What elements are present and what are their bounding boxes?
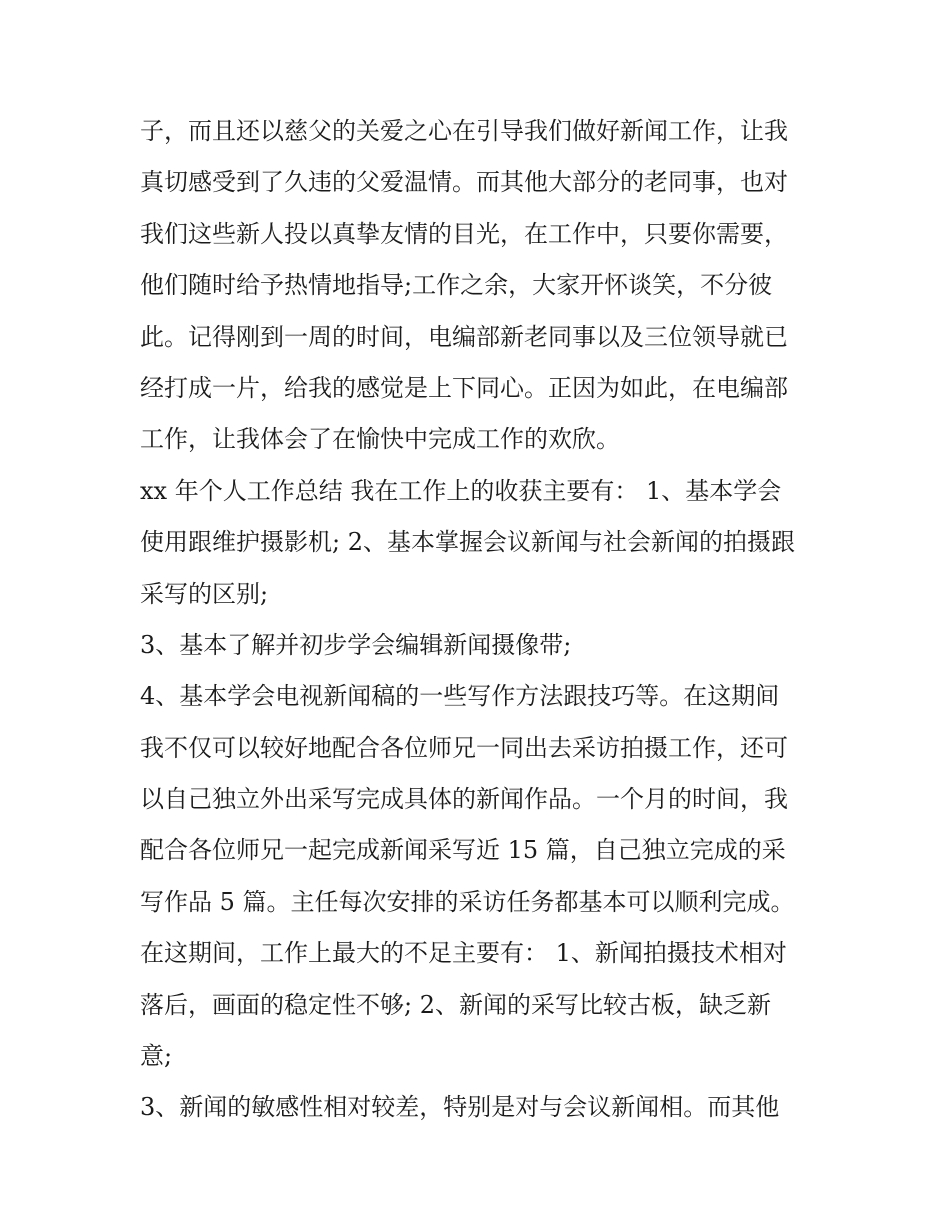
text-line: xx 年个人工作总结 我在工作上的收获主要有： 1、基本学会 <box>140 476 782 505</box>
text-line: 以自己独立外出采写完成具体的新闻作品。一个月的时间，我 <box>140 785 788 814</box>
text-line: 此。记得刚到一周的时间，电编部新老同事以及三位领导就已 <box>140 322 788 351</box>
body-text <box>140 106 820 1134</box>
text-line: 3、基本了解并初步学会编辑新闻摄像带; <box>140 630 572 659</box>
text-line: 采写的区别; <box>140 579 269 608</box>
text-line: 子，而且还以慈父的关爱之心在引导我们做好新闻工作，让我 <box>140 117 788 145</box>
text-line: 使用跟维护摄影机; 2、基本掌握会议新闻与社会新闻的拍摄跟 <box>140 528 795 557</box>
text-line: 落后，画面的稳定性不够; 2、新闻的采写比较古板，缺乏新 <box>140 990 771 1019</box>
text-line: 在这期间，工作上最大的不足主要有： 1、新闻拍摄技术相对 <box>140 939 787 968</box>
text-line: 他们随时给予热情地指导;工作之余，大家开怀谈笑，不分彼 <box>140 271 773 300</box>
text-line: 我不仅可以较好地配合各位师兄一同出去采访拍摄工作，还可 <box>140 733 788 762</box>
text-line: 意; <box>140 1042 173 1071</box>
text-line: 经打成一片，给我的感觉是上下同心。正因为如此，在电编部 <box>140 373 788 402</box>
text-line: 我们这些新人投以真挚友情的目光，在工作中，只要你需要， <box>140 219 788 248</box>
text-line: 写作品 5 篇。主任每次安排的采访任务都基本可以顺利完成。 <box>140 887 795 916</box>
text-line: 4、基本学会电视新闻稿的一些写作方法跟技巧等。在这期间 <box>140 682 780 711</box>
text-line: 真切感受到了久违的父爱温情。而其他大部分的老同事，也对 <box>140 168 788 197</box>
text-line: 3、新闻的敏感性相对较差，特别是对与会议新闻相。而其他 <box>140 1093 780 1122</box>
text-line: 工作，让我体会了在愉快中完成工作的欢欣。 <box>140 425 620 454</box>
text-line: 配合各位师兄一起完成新闻采写近 15 篇，自己独立完成的采 <box>140 836 786 865</box>
